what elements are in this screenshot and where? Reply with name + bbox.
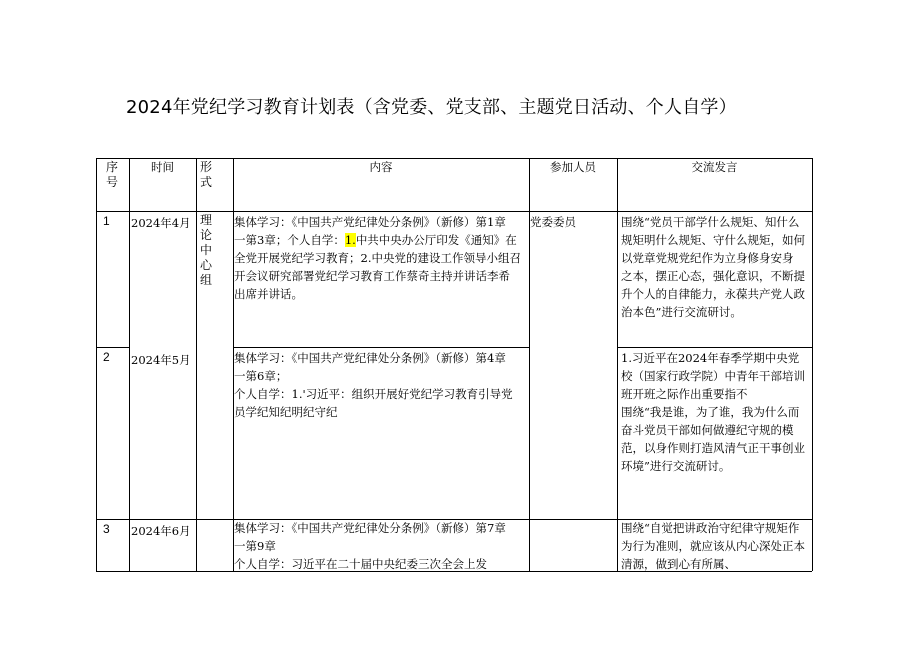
col-line-right <box>812 158 813 571</box>
row-3-time: 2024年6月 <box>131 524 191 538</box>
row-1-speech <box>621 213 805 321</box>
row-1-content-line-text: 中共中央办公厅印发《通知》在 <box>355 233 517 247</box>
header-bottom-border <box>96 211 812 212</box>
row-1-speech-line: 升个人的自律能力，永葆共产党人政 <box>621 287 805 301</box>
row-1-content-line: 出席并讲话。 <box>234 287 303 301</box>
row-1-bottom-border-content <box>233 347 529 348</box>
row-1-speech-line: 之本，摆正心态，强化意识，不断提 <box>621 269 805 283</box>
header-form: 形式 <box>199 160 212 189</box>
row-2-content-line: 个人自学：1.'习近平：组织开展好党纪学习教育引导党 <box>234 387 513 401</box>
row-1-speech-line: 治本色”进行交流研讨。 <box>621 305 742 319</box>
row-2-speech-line: 奋斗党员干部如何做遵纪守规的模 <box>621 423 794 437</box>
row-1-content-line: 集体学习：《中国共产党纪律处分条例》（新修）第1章 <box>234 215 506 229</box>
row-1-bottom-border-speech <box>617 347 812 348</box>
row-1-content <box>234 213 530 303</box>
col-line-participants <box>617 158 618 571</box>
page-title: 2024年党纪学习教育计划表（含党委、党支部、主题党日活动、个人自学） <box>126 97 737 118</box>
table-bottom-border <box>96 571 812 572</box>
row-3-content-line: 一第9章 <box>234 539 276 553</box>
row-2-time: 2024年5月 <box>131 353 191 367</box>
col-line-left <box>96 158 97 571</box>
row-3-number: 3 <box>103 522 110 536</box>
row-1-content-line <box>234 231 530 249</box>
header-content: 内容 <box>369 160 393 174</box>
header-time: 时间 <box>151 160 174 174</box>
header-speech: 交流发言 <box>691 160 738 174</box>
row-2-speech-line: 范，以身作则打造风清气正干事创业 <box>621 441 805 455</box>
row-3-speech-line: 为行为准则，就应该从内心深处正本 <box>621 539 805 553</box>
row-1-participants: 党委委员 <box>530 215 576 229</box>
col-line-time <box>196 158 197 571</box>
table-top-border <box>96 158 812 159</box>
row-2-content <box>234 349 513 421</box>
row-3-speech <box>621 519 805 571</box>
row-1-speech-line: 围绕“党员干部学什么规矩、知什么 <box>621 215 800 229</box>
row-1-speech-line: 规矩明什么规矩、守什么规矩，如何 <box>621 233 805 247</box>
row-3-speech-line: 清源，做到心有所属、 <box>621 557 736 571</box>
row-1-speech-line: 以党章党规党纪作为立身修身安身 <box>621 251 794 265</box>
row-3-content-line: 个人自学：习近平在二十届中央纪委三次全会上发 <box>234 557 487 571</box>
row-1-bottom-border <box>96 347 129 348</box>
row-3-content <box>234 519 506 571</box>
row-2-number: 2 <box>103 350 110 364</box>
row-2-speech-line: 校（国家行政学院）中青年干部培训 <box>621 369 805 383</box>
row-2-speech-line: 1.习近平在2024年春季学期中央党 <box>621 351 800 365</box>
col-line-seq <box>129 158 130 571</box>
highlighted-number: 1. <box>344 233 356 247</box>
row-2-speech-line: 班开班之际作出重要指不 <box>621 387 748 401</box>
row-1-content-line: 全党开展党纪学习教育；2.中央党的建设工作领导小组召 <box>234 251 521 265</box>
row-2-speech <box>621 349 805 475</box>
row-2-content-line: 集体学习：《中国共产党纪律处分条例》（新修）第4章 <box>234 351 506 365</box>
row-3-speech-line: 围绕“自觉把讲政治守纪律守规矩作 <box>621 521 800 535</box>
row-3-content-line: 集体学习：《中国共产党纪律处分条例》（新修）第7章 <box>234 521 506 535</box>
header-seq: 序号 <box>105 160 118 189</box>
row-2-content-line: 一第6章； <box>234 369 288 383</box>
header-participants: 参加人员 <box>550 160 596 174</box>
row-1-form: 理论中心组 <box>199 213 212 287</box>
row-2-speech-line: 围绕“我是谁，为了谁，我为什么而 <box>621 405 800 419</box>
row-1-content-line-text: 一第3章；个人自学： <box>234 233 345 247</box>
row-1-time: 2024年4月 <box>131 216 191 230</box>
row-1-number: 1 <box>103 214 110 228</box>
row-1-content-line: 开会议研究部署党纪学习教育工作蔡奇主持并讲话李希 <box>234 269 510 283</box>
row-2-content-line: 员学纪知纪明纪守纪 <box>234 405 338 419</box>
row-2-speech-line: 环境”进行交流研讨。 <box>621 459 731 473</box>
